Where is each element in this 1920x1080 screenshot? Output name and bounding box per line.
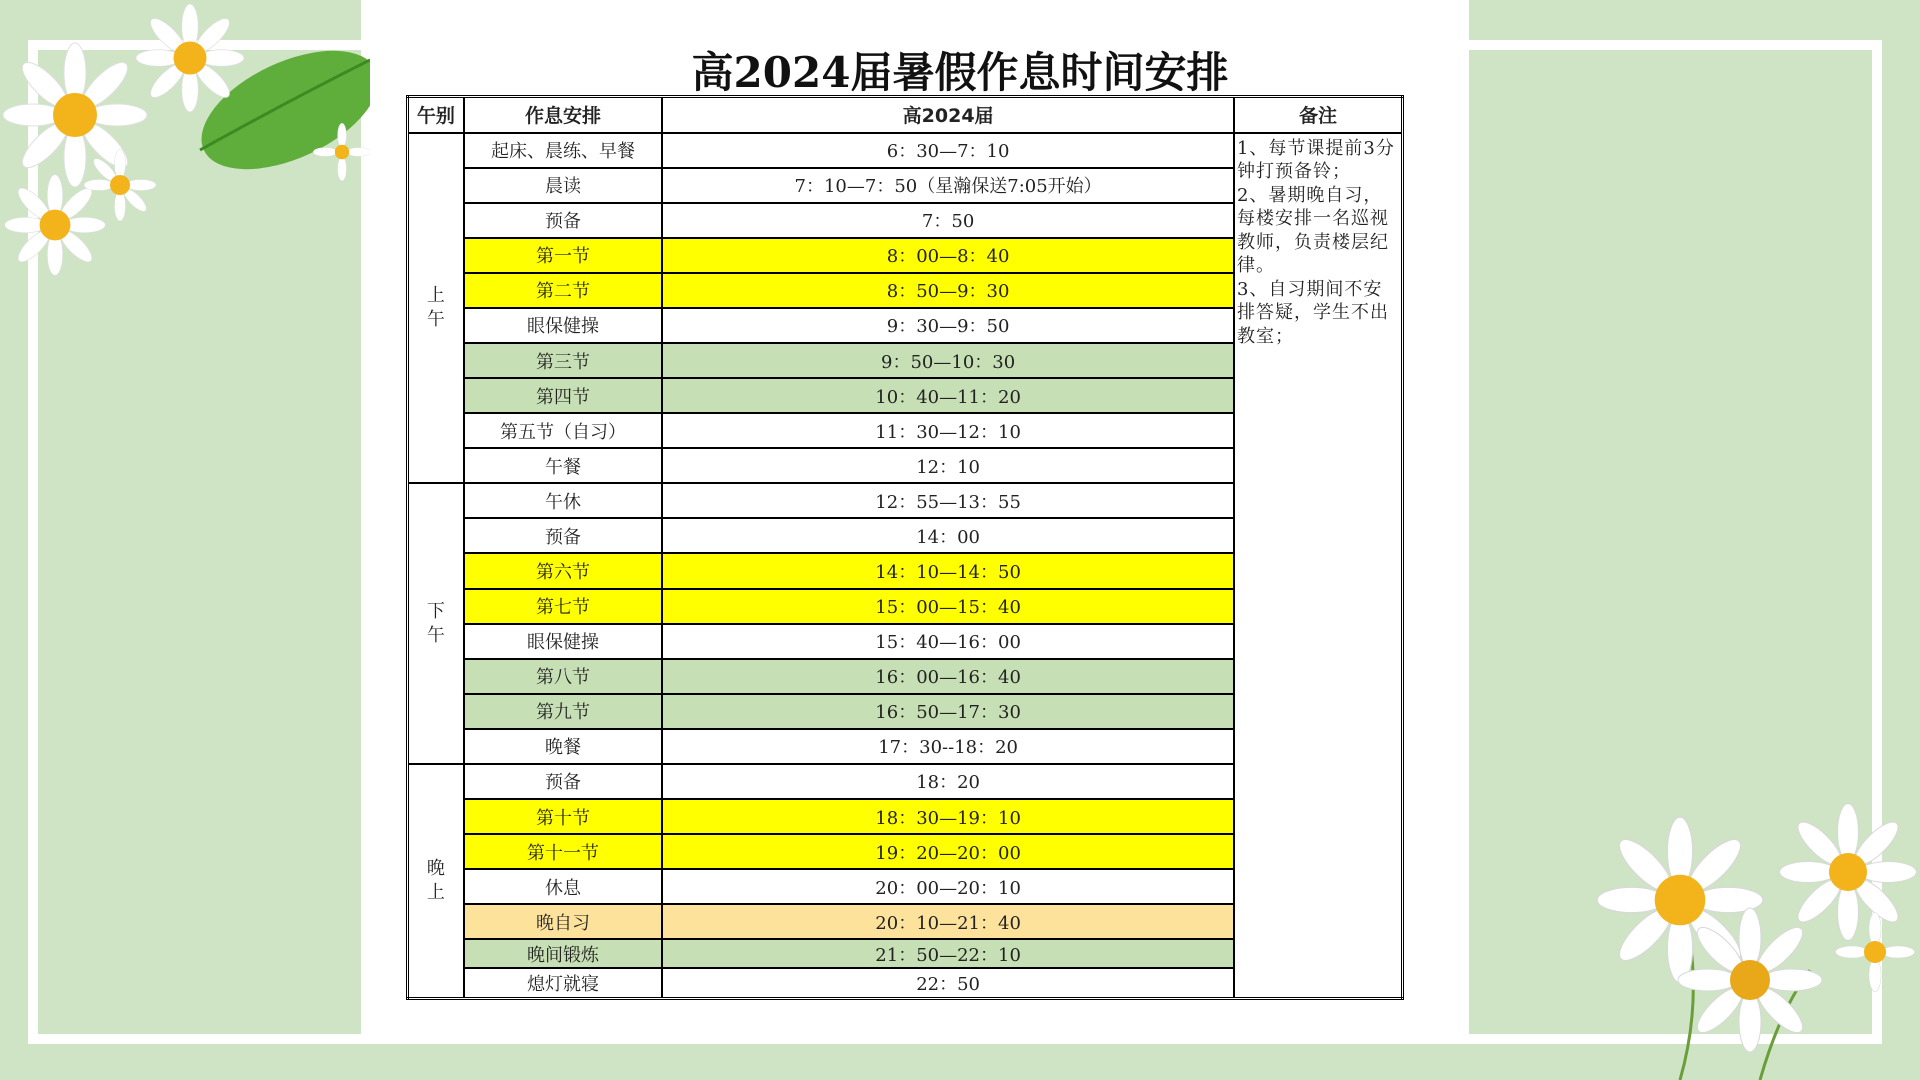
note-item: 2、暑期晚自习，每楼安排一名巡视教师，负责楼层纪律。 [1236,184,1389,276]
activity-cell: 熄灯就寝 [464,968,663,998]
header-notes: 备注 [1234,97,1403,133]
schedule-body [408,133,1403,999]
activity-cell: 起床、晨练、早餐 [464,133,663,168]
notes-cell [1234,133,1403,999]
header-period: 午别 [408,97,464,133]
daisy-decoration-top-left [0,0,370,290]
activity-cell: 第五节（自习） [464,413,663,448]
period-evening: 晚 上 [408,764,464,999]
time-cell: 8：00—8：40 [662,238,1234,273]
activity-cell: 预备 [464,203,663,238]
activity-cell: 晚间锻炼 [464,939,663,968]
time-cell: 15：00—15：40 [662,589,1234,624]
header-activity: 作息安排 [464,97,663,133]
header-grade: 高2024届 [662,97,1234,133]
time-cell: 16：50—17：30 [662,694,1234,729]
time-cell: 9：30—9：50 [662,308,1234,343]
time-cell: 18：30—19：10 [662,799,1234,834]
time-cell: 19：20—20：00 [662,834,1234,869]
activity-cell: 第四节 [464,378,663,413]
time-cell: 12：10 [662,448,1234,483]
activity-cell: 第三节 [464,343,663,378]
activity-cell: 休息 [464,869,663,904]
time-cell: 9：50—10：30 [662,343,1234,378]
time-cell: 6：30—7：10 [662,133,1234,168]
activity-cell: 第十节 [464,799,663,834]
note-item: 1、每节课提前3分钟打预备铃； [1236,137,1395,182]
table-header-row [408,97,1403,133]
time-cell: 20：00—20：10 [662,869,1234,904]
time-cell: 14：00 [662,518,1234,553]
schedule-table [406,95,1404,1000]
time-cell: 11：30—12：10 [662,413,1234,448]
time-cell: 15：40—16：00 [662,624,1234,659]
time-cell: 8：50—9：30 [662,273,1234,308]
activity-cell: 第二节 [464,273,663,308]
time-cell: 12：55—13：55 [662,483,1234,518]
time-cell: 18：20 [662,764,1234,799]
time-cell: 7：10—7：50（星瀚保送7:05开始） [662,168,1234,203]
table-row [408,133,1403,168]
activity-cell: 第八节 [464,659,663,694]
activity-cell: 第十一节 [464,834,663,869]
activity-cell: 预备 [464,518,663,553]
activity-cell: 午休 [464,483,663,518]
time-cell: 20：10—21：40 [662,904,1234,939]
activity-cell: 第九节 [464,694,663,729]
activity-cell: 晨读 [464,168,663,203]
activity-cell: 晚餐 [464,729,663,764]
time-cell: 10：40—11：20 [662,378,1234,413]
time-cell: 14：10—14：50 [662,553,1234,588]
activity-cell: 第六节 [464,553,663,588]
activity-cell: 第一节 [464,238,663,273]
page-title: 高2024届暑假作息时间安排 [691,48,1229,97]
activity-cell: 晚自习 [464,904,663,939]
time-cell: 21：50—22：10 [662,939,1234,968]
time-cell: 7：50 [662,203,1234,238]
activity-cell: 眼保健操 [464,624,663,659]
activity-cell: 预备 [464,764,663,799]
activity-cell: 第七节 [464,589,663,624]
time-cell: 17：30--18：20 [662,729,1234,764]
note-item: 3、自习期间不安排答疑，学生不出教室； [1236,278,1389,347]
time-cell: 16：00—16：40 [662,659,1234,694]
period-morning: 上 午 [408,133,464,484]
time-cell: 22：50 [662,968,1234,998]
period-afternoon: 下 午 [408,483,464,764]
activity-cell: 午餐 [464,448,663,483]
daisy-decoration-bottom-right [1590,790,1920,1080]
activity-cell: 眼保健操 [464,308,663,343]
